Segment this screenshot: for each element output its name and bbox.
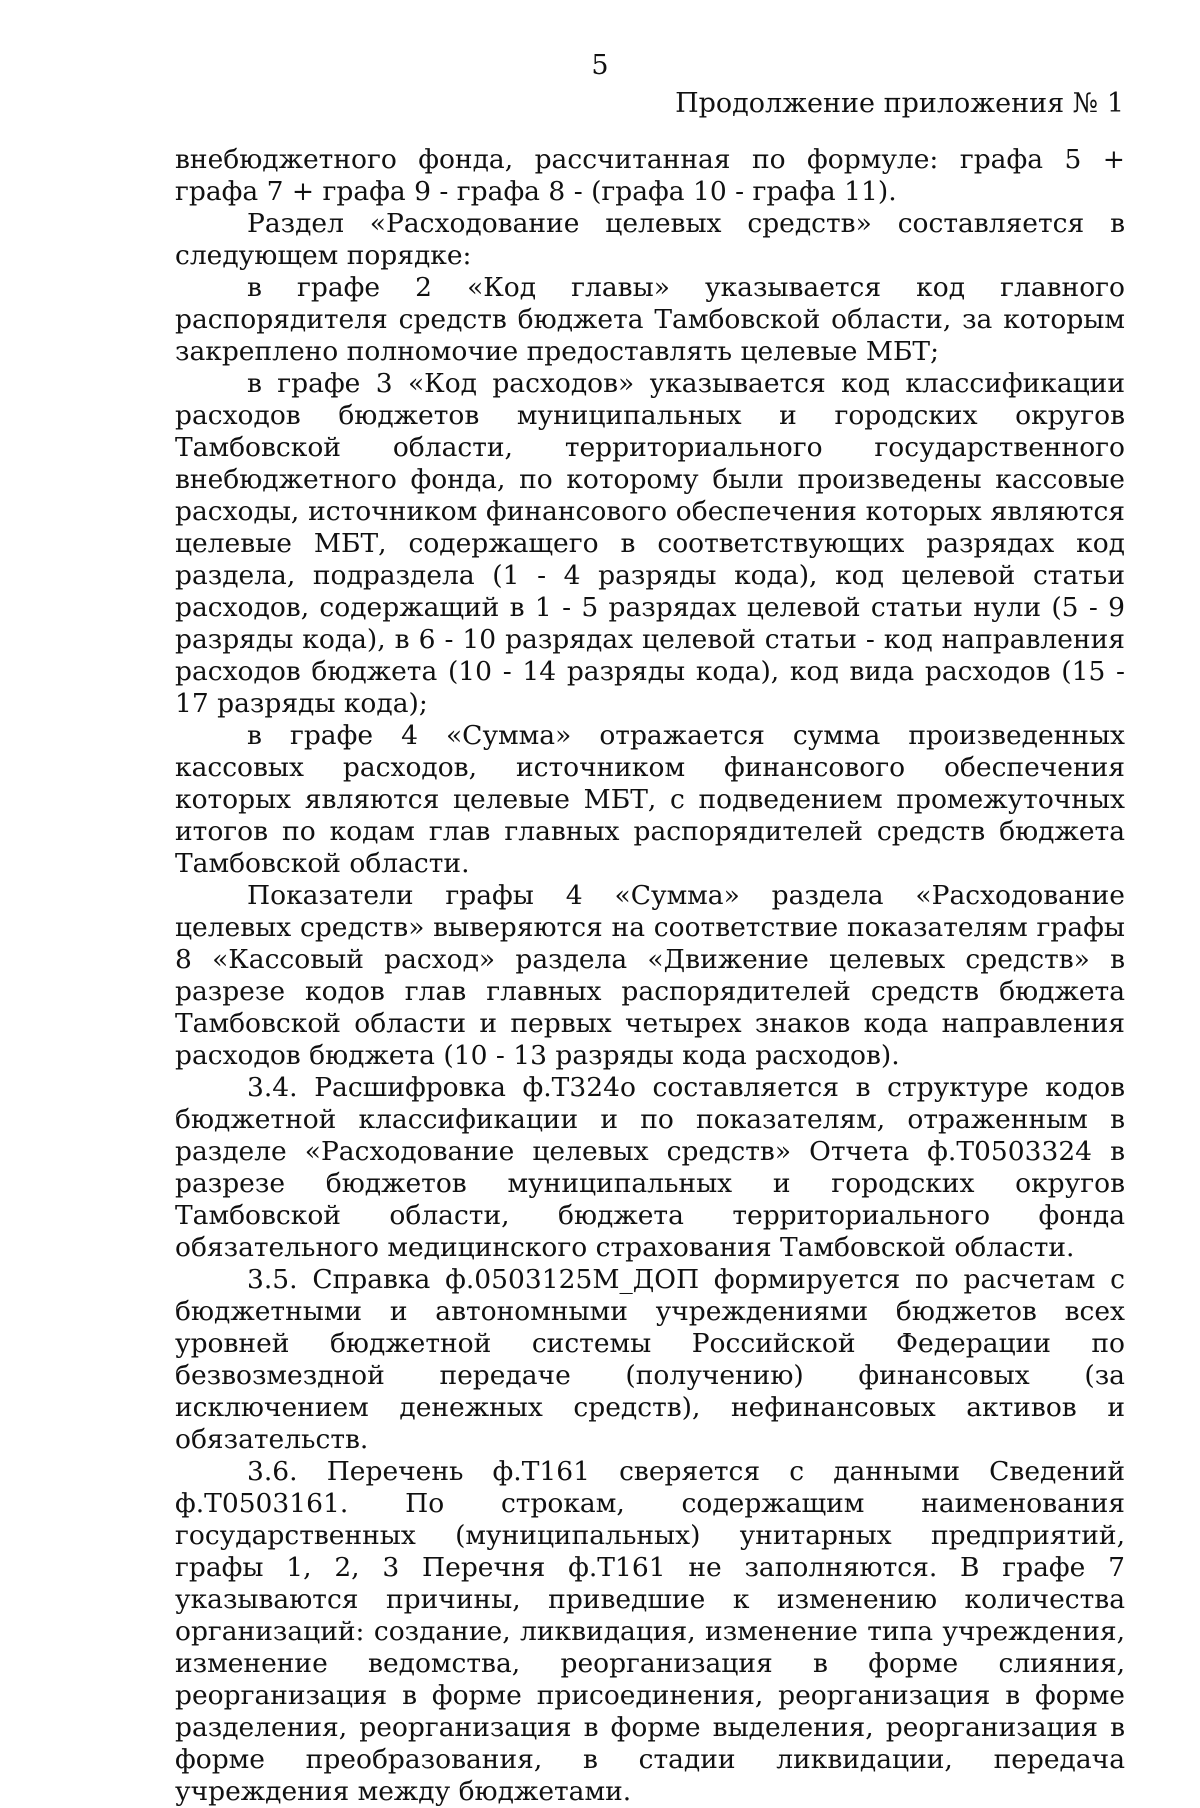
- paragraph-3-6: 3.6. Перечень ф.Т161 сверяется с данными Сведений ф.Т0503161. По строкам, содержащим наименования государственных (муниципальных) унитарных предприятий, графы 1, 2, 3 Перечня ф.Т161 не заполняются. В графе 7 указываются причины, приведшие к изменению количества организаций: создание, ликвидация, изменение типа учреждения, изменение ведомства, реорганизация в форме слияния, реорганизация в форме присоединения, реорганизация в форме разделения, реорганизация в форме выделения, реорганизация в форме преобразования, в стадии ликвидации, передача учреждения между бюджетами.: [175, 1456, 1125, 1807]
- paragraph-section-intro: Раздел «Расходование целевых средств» составляется в следующем порядке:: [175, 208, 1125, 271]
- paragraph-reconciliation: Показатели графы 4 «Сумма» раздела «Расходование целевых средств» выверяются на соответствие показателям графы 8 «Кассовый расход» раздела «Движение целевых средств» в разрезе кодов глав главных распорядителей средств бюджета Тамбовской области и первых четырех знаков кода направления расходов бюджета (10 - 13 разряды кода расходов).: [175, 880, 1125, 1071]
- document-body: [175, 144, 1125, 1808]
- paragraph-3-4: 3.4. Расшифровка ф.Т324о составляется в структуре кодов бюджетной классификации и по показателям, отраженным в разделе «Расходование целевых средств» Отчета ф.Т0503324 в разрезе бюджетов муниципальных и городских округов Тамбовской области, бюджета территориального фонда обязательного медицинского страхования Тамбовской области.: [175, 1072, 1125, 1263]
- page-number: 5: [591, 50, 609, 81]
- appendix-continuation-label: Продолжение приложения № 1: [675, 88, 1124, 119]
- paragraph-formula-continuation: внебюджетного фонда, рассчитанная по формуле: графа 5 + графа 7 + графа 9 - графа 8 - (графа 10 - графа 11).: [175, 144, 1125, 207]
- paragraph-column-2: в графе 2 «Код главы» указывается код главного распорядителя средств бюджета Тамбовской области, за которым закреплено полномочие предоставлять целевые МБТ;: [175, 272, 1125, 367]
- paragraph-column-4: в графе 4 «Сумма» отражается сумма произведенных кассовых расходов, источником финансового обеспечения которых являются целевые МБТ, с подведением промежуточных итогов по кодам глав главных распорядителей средств бюджета Тамбовской области.: [175, 720, 1125, 879]
- paragraph-column-3: в графе 3 «Код расходов» указывается код классификации расходов бюджетов муниципальных и городских округов Тамбовской области, территориального государственного внебюджетного фонда, по которому были произведены кассовые расходы, источником финансового обеспечения которых являются целевые МБТ, содержащего в соответствующих разрядах код раздела, подраздела (1 - 4 разряды кода), код целевой статьи расходов, содержащий в 1 - 5 разрядах целевой статьи нули (5 - 9 разряды кода), в 6 - 10 разрядах целевой статьи - код направления расходов бюджета (10 - 14 разряды кода), код вида расходов (15 - 17 разряды кода);: [175, 368, 1125, 719]
- paragraph-3-5: 3.5. Справка ф.0503125М_ДОП формируется по расчетам с бюджетными и автономными учреждениями бюджетов всех уровней бюджетной системы Российской Федерации по безвозмездной передаче (получению) финансовых (за исключением денежных средств), нефинансовых активов и обязательств.: [175, 1264, 1125, 1455]
